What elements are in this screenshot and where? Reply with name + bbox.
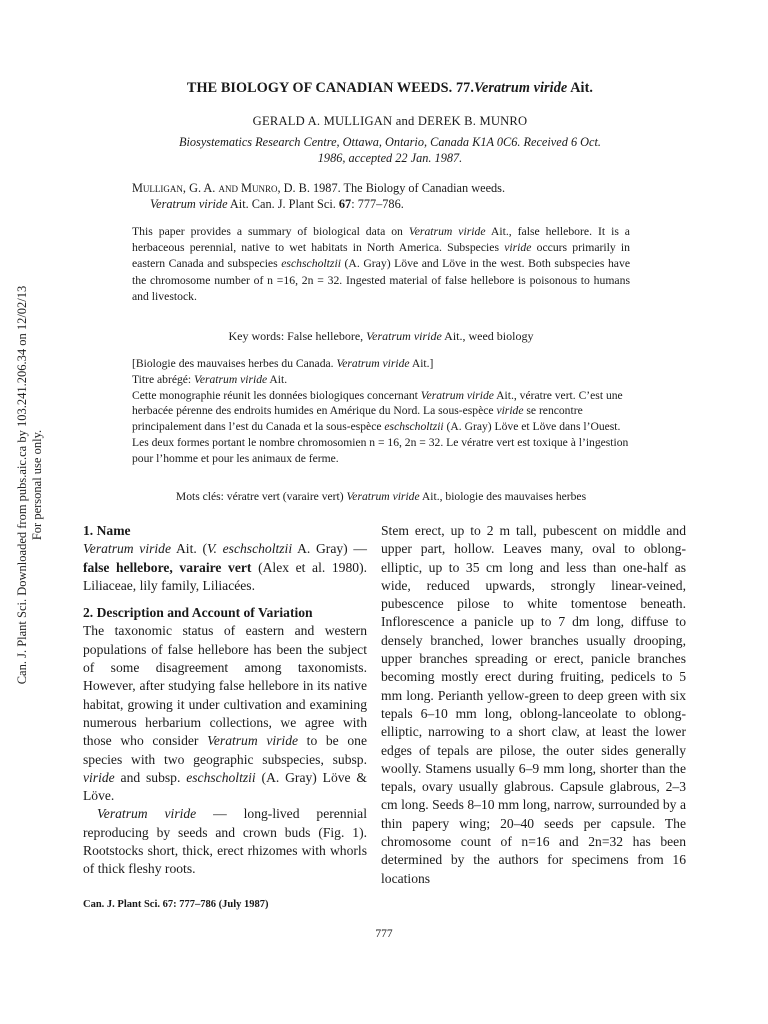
french-abstract: Cette monographie réunit les données biologiques concernant Veratrum viride Ait., vératre vert. C’est une herbacée pérenne des endroits humides en Amérique du Nord. La sous-espèce viride se rencontre principalement dans l’est du Canada et la sous-espèce eschscholtzii (A. Gray) Löve et Löve dans l’Ouest. Les deux formes portant le nombre chromosomien n = 16, 2n = 32. Le vératre vert est toxique à l’ingestion pour l’homme et pour les animaux de ferme. xyxy=(132,388,629,465)
keywords: Key words: False hellebore, Veratrum viride Ait., weed biology xyxy=(228,329,534,343)
french-short-title: Titre abrégé: Veratrum viride Ait. xyxy=(132,372,288,386)
affiliation: Biosystematics Research Centre, Ottawa, Ontario, Canada K1A 0C6. Received 6 Oct. 1986, accepted 22 Jan. 1987. xyxy=(178,135,601,165)
authors: GERALD A. MULLIGAN and DEREK B. MUNRO xyxy=(252,114,528,128)
right-column xyxy=(381,522,686,888)
description-continued: Stem erect, up to 2 m tall, pubescent on middle and upper part, hollow. Leaves many, oval to oblong-elliptic, up to 35 cm long and less than one-half as wide, reduced upwards, strongly linear-veined, pubescence pilose to white tomentose beneath. Inflorescence a panicle up to 7 dm long, diffuse to densely branched, lower branches usually drooping, upper branches spreading or erect, panicle branches becoming mostly erect during fruiting, pedicels to 5 mm long. Perianth yellow-green to deep green with six tepals 6–10 mm long, oblong-lanceolate to oblong-elliptic, narrowing to a short claw, at least the lower edges of tepals are pilose, the outer sides generally woolly. Stamens usually 6–9 mm long, shorter than the tepals, ovary usually glabrous. Capsule glabrous, 2–3 cm long. Seeds 8–10 mm long, narrow, surrounded by a thin papery wing; 20–40 seeds per capsule. The chromosome count of n=16 and 2n=32 has been determined by the authors for specimens from 16 locations xyxy=(381,523,686,886)
download-stamp-line2: For personal use only. xyxy=(30,429,44,541)
section-1-body: Veratrum viride Ait. (V. eschscholtzii A. Gray) — false hellebore, varaire vert (Alex et al. 1980). Liliaceae, lily family, Liliacées. xyxy=(83,541,367,593)
download-stamp-line1: Can. J. Plant Sci. Downloaded from pubs.aic.ca by 103.241.206.34 on 12/02/13 xyxy=(15,285,29,685)
french-title-line: [Biologie des mauvaises herbes du Canada. Veratrum viride Ait.] xyxy=(132,357,434,370)
section-2-heading: 2. Description and Account of Variation xyxy=(83,605,313,621)
section-2-paragraph-2: Veratrum viride — long-lived perennial reproducing by seeds and crown buds (Fig. 1). Rootstocks short, thick, erect rhizomes with whorls of thick fleshy roots. xyxy=(83,806,367,877)
reference-citation: Mulligan, G. A. and Munro, D. B. 1987. The Biology of Canadian weeds. Veratrum viride Ait. Can. J. Plant Sci. 67: 777–786. xyxy=(132,181,506,211)
page-number: 777 xyxy=(375,928,393,940)
download-stamp xyxy=(15,160,55,810)
section-1-heading: 1. Name xyxy=(83,523,131,538)
article-title: THE BIOLOGY OF CANADIAN WEEDS. 77.Veratrum viride Ait. xyxy=(186,80,594,96)
mots-cles: Mots clés: vératre vert (varaire vert) Veratrum viride Ait., biologie des mauvaises herbes xyxy=(175,490,587,503)
section-2-paragraph-1: The taxonomic status of eastern and western populations of false hellebore has been the subject of some disagreement among taxonomists. However, after studying false hellebore in its native habitat, growing it under cultivation and examining numerous herbarium collections, we agree with those who consider Veratrum viride to be one species with two geographic subspecies, subsp. viride and subsp. eschscholtzii (A. Gray) Löve & Löve. xyxy=(83,623,367,804)
footer-citation: Can. J. Plant Sci. 67: 777–786 (July 1987) xyxy=(83,899,269,910)
left-column xyxy=(83,522,367,879)
abstract: This paper provides a summary of biological data on Veratrum viride Ait., false hellebore. It is a herbaceous perennial, native to wet habitats in North America. Subspecies viride occurs primarily in eastern Canada and subspecies eschscholtzii (A. Gray) Löve and Löve in the west. Both subspecies have the chromosome number of n =16, 2n = 32. Ingested material of false hellebore is poisonous to humans and livestock. xyxy=(132,225,631,303)
french-summary xyxy=(132,356,630,467)
